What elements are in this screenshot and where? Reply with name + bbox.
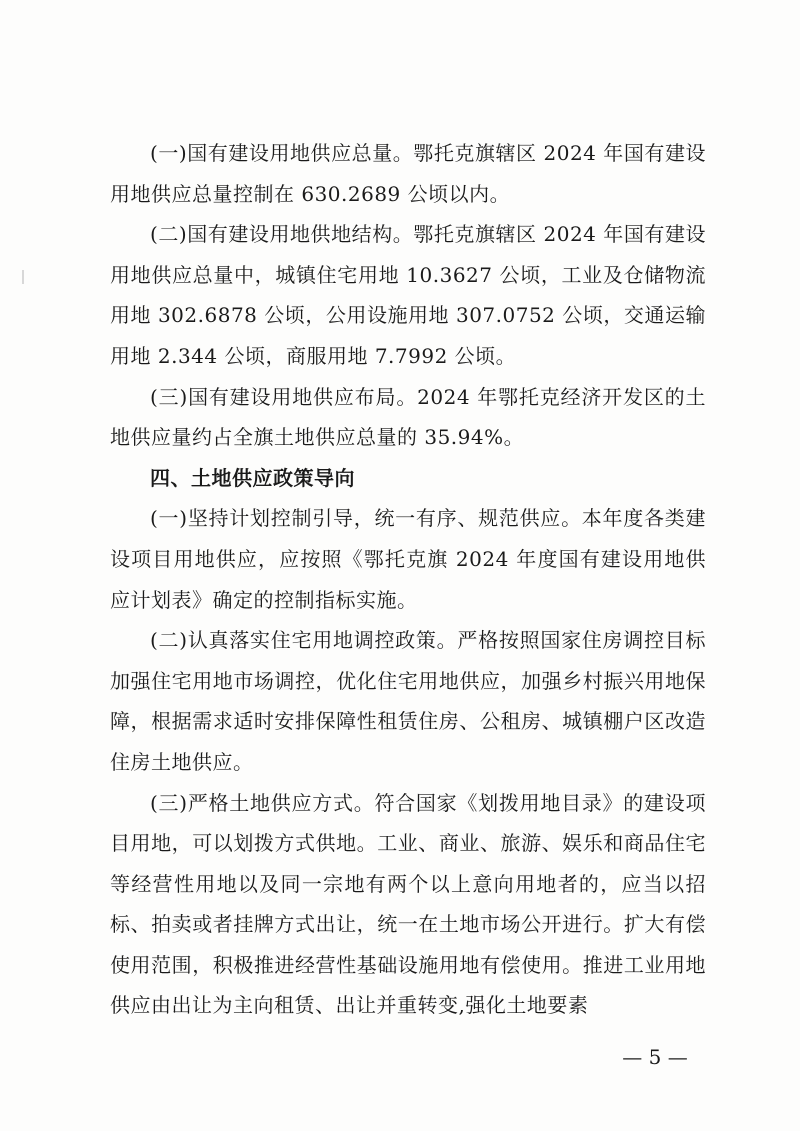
document-body: [110, 133, 706, 1026]
scan-edge-mark: [22, 270, 24, 284]
paragraph-supply-method: (三)严格土地供应方式。符合国家《划拨用地目录》的建设项目用地，可以划拨方式供地。工业、商业、旅游、娱乐和商品住宅等经营性用地以及同一宗地有两个以上意向用地者的，应当以招标、拍卖或者挂牌方式出让，统一在土地市场公开进行。扩大有偿使用范围，积极推进经营性基础设施用地有偿使用。推进工业用地供应由出让为主向租赁、出让并重转变,强化土地要素: [110, 790, 706, 1018]
paragraph-housing-policy: (二)认真落实住宅用地调控政策。严格按照国家住房调控目标加强住宅用地市场调控，优化住宅用地供应，加强乡村振兴用地保障，根据需求适时安排保障性租赁住房、公租房、城镇棚户区改造住房土地供应。: [110, 628, 706, 774]
paragraph-plan-control: (一)坚持计划控制引导，统一有序、规范供应。本年度各类建设项目用地供应，应按照《鄂托克旗 2024 年度国有建设用地供应计划表》确定的控制指标实施。: [110, 506, 706, 612]
page-number: — 5 —: [622, 1045, 688, 1069]
section-heading-policy: 四、土地供应政策导向: [150, 465, 355, 490]
paragraph-supply-layout: (三)国有建设用地供应布局。2024 年鄂托克经济开发区的土地供应量约占全旗土地供应总量的 35.94%。: [110, 384, 706, 450]
paragraph-supply-structure: (二)国有建设用地供地结构。鄂托克旗辖区 2024 年国有建设用地供应总量中，城镇住宅用地 10.3627 公顷，工业及仓储物流用地 302.6878 公顷，公用设施用地 307.0752 公顷，交通运输用地 2.344 公顷，商服用地 7.7992 公顷。: [110, 222, 706, 368]
paragraph-supply-total: (一)国有建设用地供应总量。鄂托克旗辖区 2024 年国有建设用地供应总量控制在 630.2689 公顷以内。: [110, 141, 706, 206]
